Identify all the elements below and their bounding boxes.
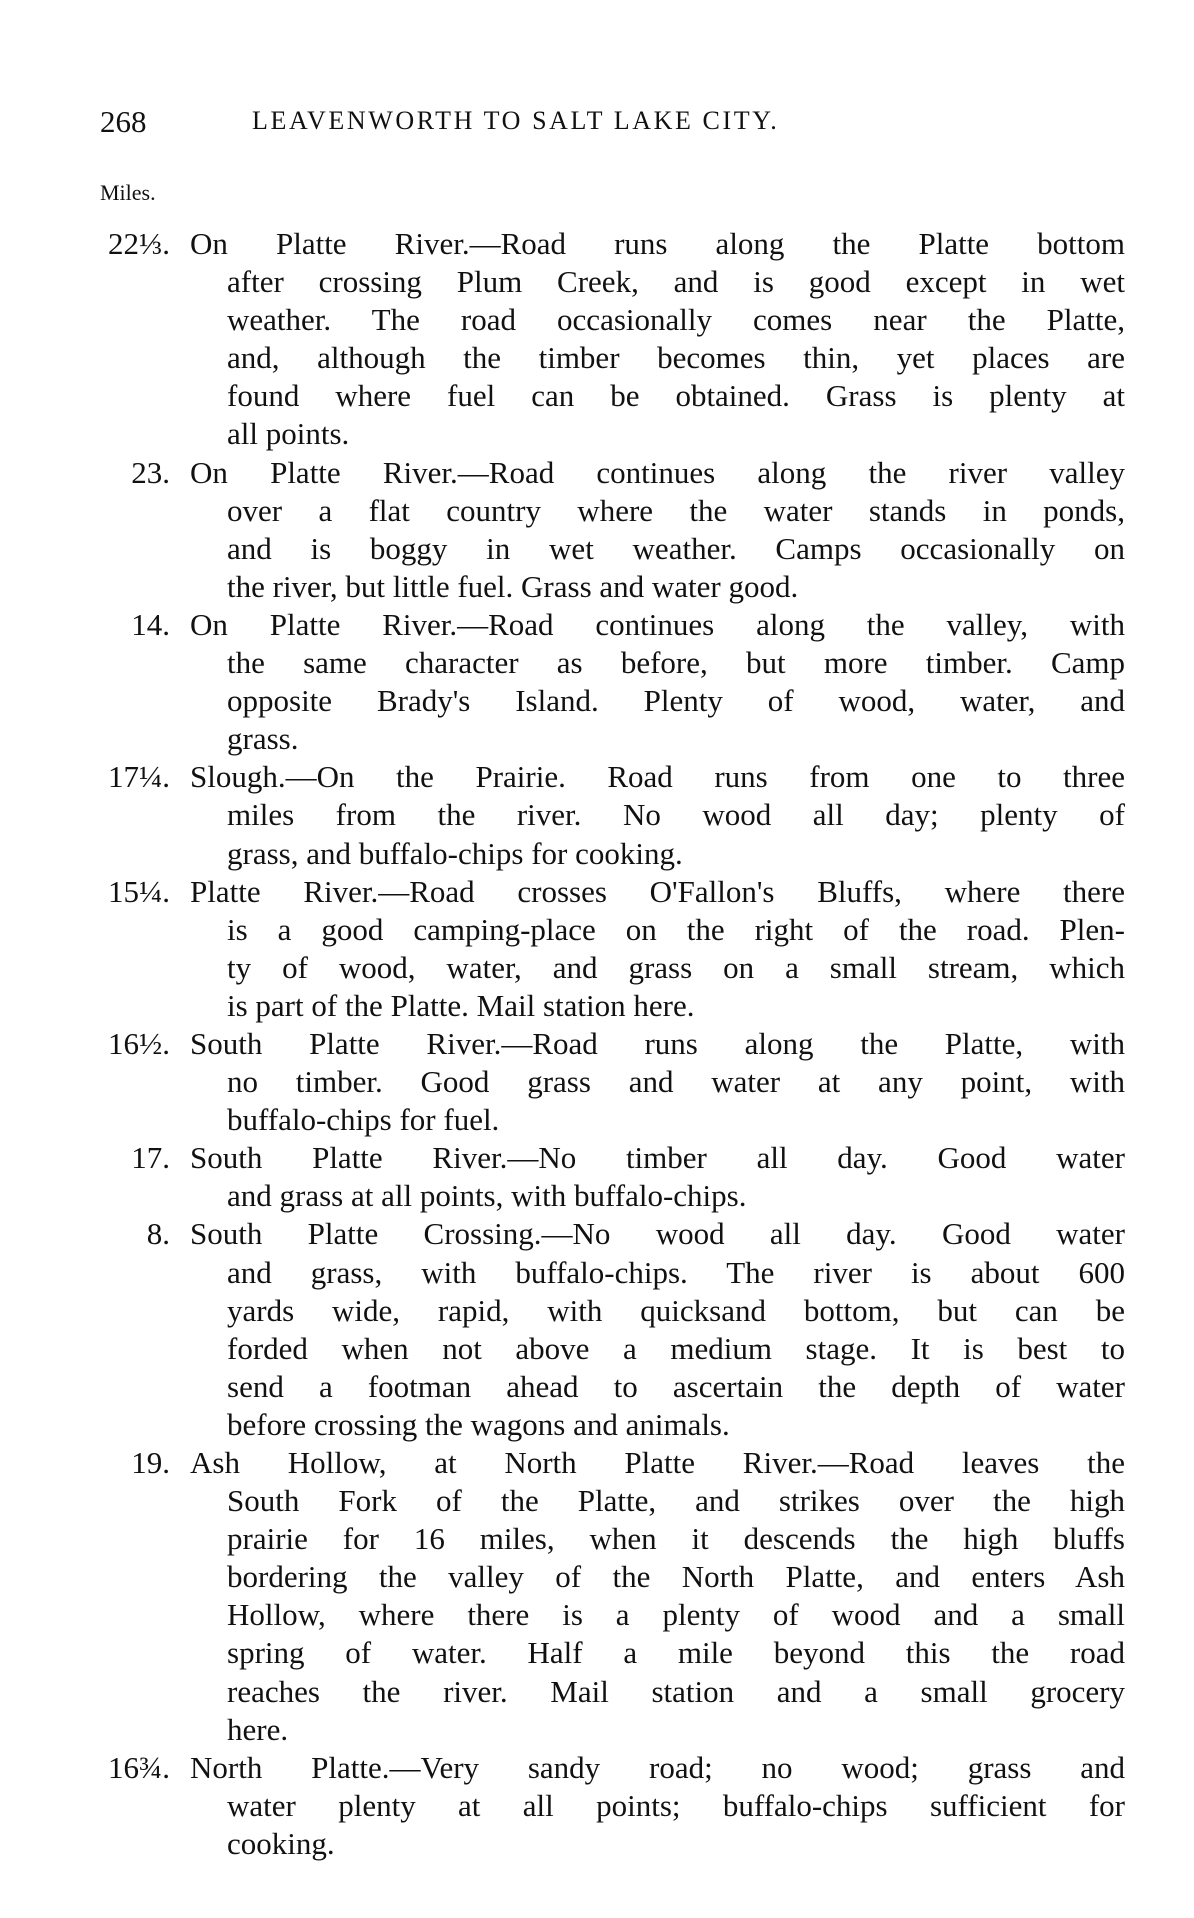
entry-text-line: here.: [227, 1711, 289, 1747]
entry-text-line: and, although the timber becomes thin, yet places are: [227, 340, 1125, 376]
entry-text-line: before crossing the wagons and animals.: [227, 1406, 730, 1442]
entry-text-line: Slough.—On the Prairie. Road runs from one to three: [190, 759, 1125, 795]
entry-text-line: ty of wood, water, and grass on a small stream, which: [227, 949, 1125, 985]
entry-text-line: opposite Brady's Island. Plenty of wood, water, and: [227, 683, 1125, 719]
entry-text-line: South Platte River.—Road runs along the Platte, with: [190, 1025, 1125, 1061]
entry-text-line: Ash Hollow, at North Platte River.—Road leaves the: [190, 1445, 1125, 1480]
entry-text-line: the river, but little fuel. Grass and water good.: [227, 568, 799, 604]
entry-text-line: reaches the river. Mail station and a small grocery: [227, 1673, 1125, 1709]
entry-text-line: On Platte River.—Road continues along the valley, with: [190, 606, 1125, 642]
entry-text-line: is a good camping-place on the right of the road. Plen-: [227, 911, 1125, 947]
entry-text-line: and grass at all points, with buffalo-chips.: [227, 1178, 747, 1214]
entry-text-line: grass, and buffalo-chips for cooking.: [227, 835, 683, 871]
itinerary-entry: [0, 606, 1194, 758]
entry-text-line: no timber. Good grass and water at any point, with: [227, 1064, 1125, 1100]
entry-text-line: South Platte River.—No timber all day. Good water: [190, 1140, 1125, 1176]
entry-text-line: Platte River.—Road crosses O'Fallon's Bluffs, where there: [190, 873, 1125, 909]
miles-column-label: Miles.: [100, 180, 156, 205]
entry-text-line: Hollow, where there is a plenty of wood and a small: [227, 1597, 1125, 1633]
entry-text-line: is part of the Platte. Mail station here.: [227, 987, 695, 1023]
entry-miles: 14.: [131, 606, 170, 642]
entry-text-line: after crossing Plum Creek, and is good except in wet: [227, 264, 1125, 300]
entry-text-line: spring of water. Half a mile beyond this the road: [227, 1635, 1125, 1671]
entry-text-line: found where fuel can be obtained. Grass is plenty at: [227, 378, 1125, 414]
entry-text-line: South Fork of the Platte, and strikes over the high: [227, 1483, 1125, 1519]
itinerary-entry: [0, 1215, 1194, 1444]
entry-text-line: cooking.: [227, 1825, 335, 1861]
entry-text-line: On Platte River.—Road continues along the river valley: [190, 454, 1125, 490]
itinerary-entry: [0, 1025, 1194, 1139]
entry-text-line: water plenty at all points; buffalo-chips sufficient for: [227, 1787, 1125, 1823]
entry-text-line: bordering the valley of the North Platte, and enters Ash: [227, 1559, 1125, 1595]
itinerary-list: [0, 225, 1194, 1863]
entry-text-line: weather. The road occasionally comes near the Platte,: [227, 302, 1125, 338]
entry-miles: 17¼.: [108, 759, 170, 795]
entry-miles: 22⅓.: [108, 226, 170, 261]
entry-miles: 17.: [131, 1140, 170, 1176]
entry-miles: 19.: [131, 1445, 170, 1480]
entry-text-line: and is boggy in wet weather. Camps occasionally on: [227, 530, 1125, 566]
entry-text-line: all points.: [227, 416, 350, 452]
entry-miles: 23.: [131, 454, 170, 490]
entry-text-line: send a footman ahead to ascertain the depth of water: [227, 1368, 1125, 1404]
itinerary-entry: [0, 1749, 1194, 1863]
itinerary-entry: [0, 225, 1194, 454]
entry-text-line: South Platte Crossing.—No wood all day. Good water: [190, 1216, 1125, 1252]
entry-text-line: yards wide, rapid, with quicksand bottom, but can be: [227, 1292, 1125, 1328]
entry-text-line: North Platte.—Very sandy road; no wood; grass and: [190, 1749, 1125, 1785]
entry-miles: 15¼.: [108, 873, 170, 909]
entry-miles: 8.: [146, 1216, 170, 1252]
running-title: LEAVENWORTH TO SALT LAKE CITY.: [252, 106, 780, 135]
entry-text-line: miles from the river. No wood all day; plenty of: [227, 797, 1125, 833]
entry-text-line: forded when not above a medium stage. It is best to: [227, 1330, 1125, 1366]
entry-text-line: buffalo-chips for fuel.: [227, 1102, 500, 1138]
entry-miles: 16¾.: [108, 1749, 170, 1785]
itinerary-entry: [0, 454, 1194, 606]
itinerary-entry: [0, 1139, 1194, 1215]
itinerary-entry: [0, 758, 1194, 872]
entry-text-line: On Platte River.—Road runs along the Platte bottom: [190, 226, 1125, 261]
entry-text-line: and grass, with buffalo-chips. The river is about 600: [227, 1254, 1125, 1290]
itinerary-entry: [0, 1444, 1194, 1749]
page-number: 268: [100, 104, 147, 139]
running-header: [100, 104, 1130, 144]
entry-text-line: over a flat country where the water stands in ponds,: [227, 492, 1125, 528]
entry-text-line: grass.: [227, 721, 299, 757]
itinerary-entry: [0, 873, 1194, 1025]
entry-text-line: the same character as before, but more timber. Camp: [227, 645, 1125, 681]
entry-text-line: prairie for 16 miles, when it descends the high bluffs: [227, 1521, 1125, 1557]
entry-miles: 16½.: [108, 1025, 170, 1061]
